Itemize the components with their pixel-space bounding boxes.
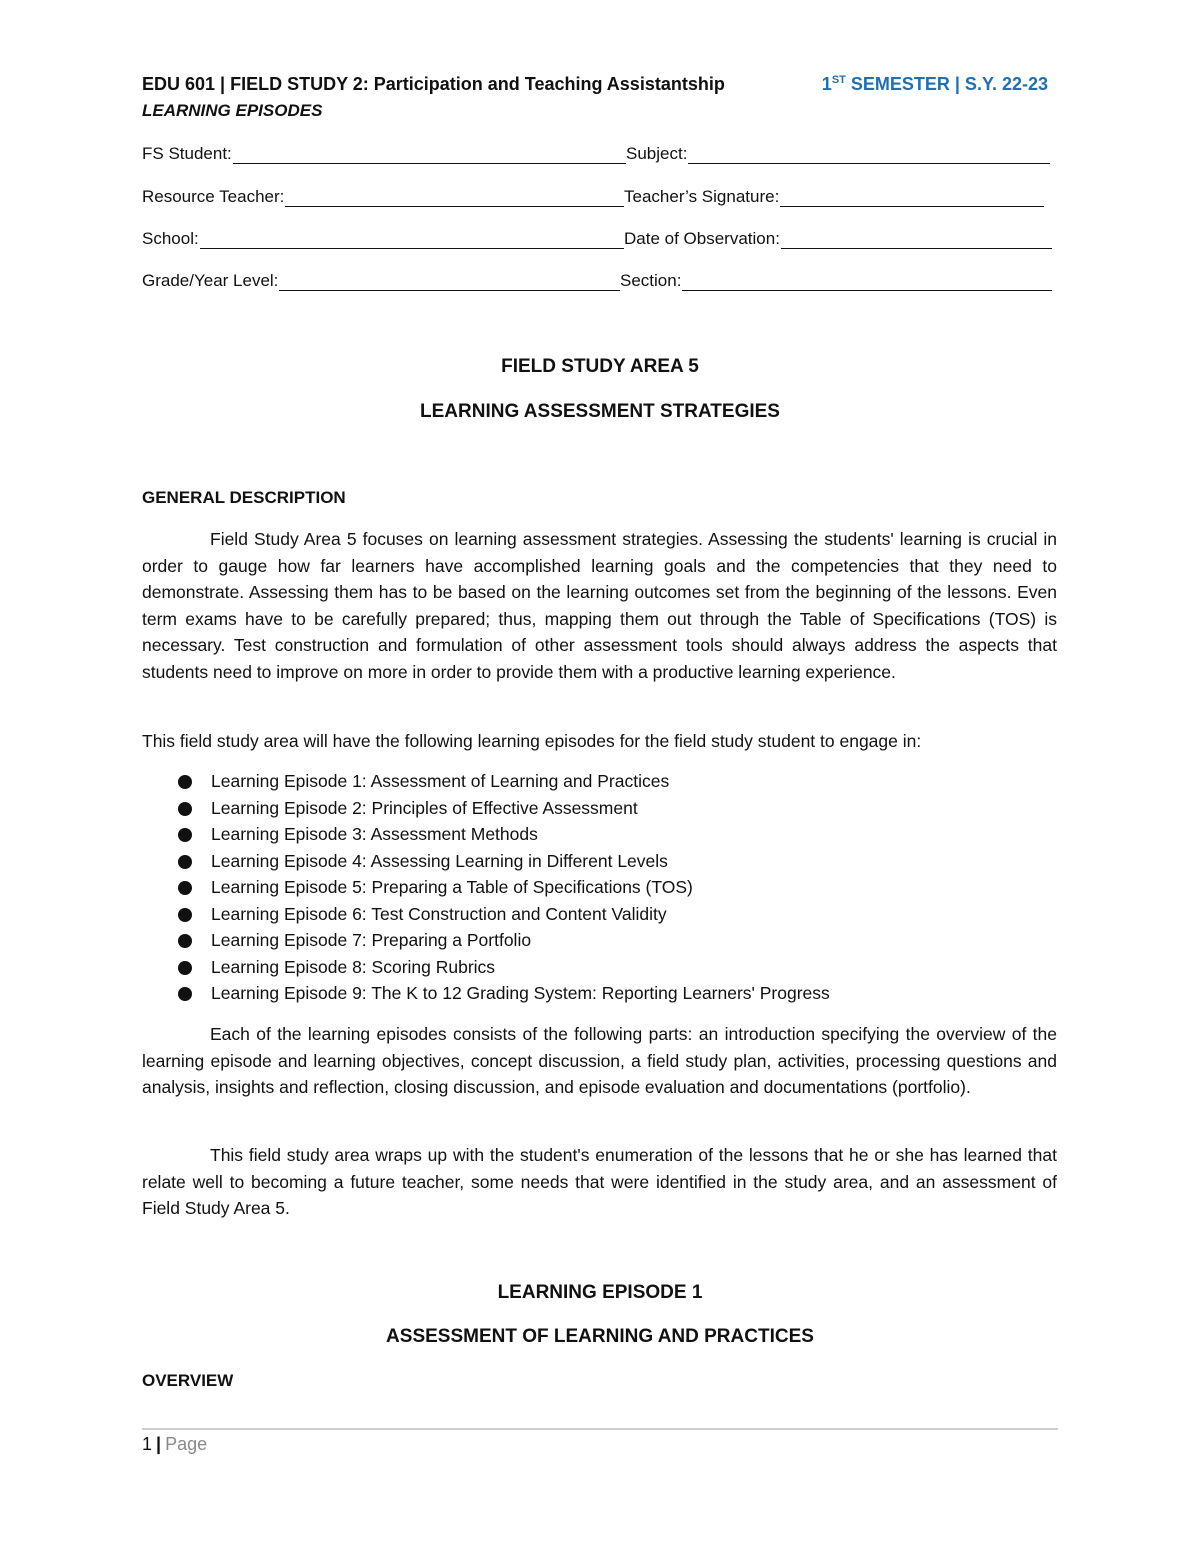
- bullet-icon: [178, 908, 192, 922]
- episode-subtitle: ASSESSMENT OF LEARNING AND PRACTICES: [386, 1326, 814, 1347]
- bullet-icon: [178, 828, 192, 842]
- form-row-2: [142, 187, 1052, 211]
- bullet-icon: [178, 855, 192, 869]
- list-item: Learning Episode 3: Assessment Methods: [142, 821, 1057, 848]
- footer-separator: |: [156, 1434, 162, 1454]
- subject-field[interactable]: Subject:: [626, 144, 1050, 164]
- bullet-icon: [178, 987, 192, 1001]
- course-title: EDU 601 | FIELD STUDY 2: Participation and Teaching Assistantship: [142, 74, 725, 94]
- list-item: Learning Episode 4: Assessing Learning in Different Levels: [142, 848, 1057, 875]
- fs-student-field[interactable]: FS Student:: [142, 144, 626, 164]
- teacher-signature-field[interactable]: Teacher’s Signature:: [624, 187, 1044, 207]
- date-of-observation-field[interactable]: Date of Observation:: [624, 229, 1052, 249]
- bullet-icon: [178, 934, 192, 948]
- page-footer: [142, 1434, 207, 1455]
- bullet-icon: [178, 961, 192, 975]
- form-row-3: [142, 229, 1052, 253]
- resource-teacher-field[interactable]: Resource Teacher:: [142, 187, 624, 207]
- grade-year-level-field[interactable]: Grade/Year Level:: [142, 271, 620, 291]
- area-title: FIELD STUDY AREA 5: [501, 356, 699, 377]
- page-number: 1: [142, 1434, 153, 1454]
- list-item: Learning Episode 8: Scoring Rubrics: [142, 954, 1057, 981]
- area-subtitle: LEARNING ASSESSMENT STRATEGIES: [420, 401, 780, 422]
- general-paragraph-4: This field study area wraps up with the student's enumeration of the lessons that he or she has learned that relate well to becoming a future teacher, some needs that were identified in the study area, and an assessment of Field Study Area 5.: [142, 1145, 1057, 1218]
- semester-label: 1ST SEMESTER | S.Y. 22-23: [821, 74, 1048, 94]
- episode-title: LEARNING EPISODE 1: [497, 1282, 703, 1303]
- list-item: Learning Episode 9: The K to 12 Grading System: Reporting Learners' Progress: [142, 980, 1057, 1007]
- bullet-icon: [178, 881, 192, 895]
- general-paragraph-2: This field study area will have the following learning episodes for the field study student to engage in:: [142, 731, 922, 751]
- list-item: Learning Episode 5: Preparing a Table of Specifications (TOS): [142, 874, 1057, 901]
- general-paragraph-3: Each of the learning episodes consists of the following parts: an introduction specifying the overview of the learning episode and learning objectives, concept discussion, a field study plan, activities, processing questions and analysis, insights and reflection, closing discussion, and episode evaluation and documentations (portfolio).: [142, 1024, 1057, 1097]
- list-item: Learning Episode 1: Assessment of Learning and Practices: [142, 768, 1057, 795]
- page-label: Page: [165, 1434, 208, 1454]
- form-row-1: [142, 144, 1052, 168]
- list-item: Learning Episode 6: Test Construction and Content Validity: [142, 901, 1057, 928]
- bullet-icon: [178, 775, 192, 789]
- bullet-icon: [178, 802, 192, 816]
- list-item: Learning Episode 7: Preparing a Portfolio: [142, 927, 1057, 954]
- form-row-4: [142, 271, 1052, 295]
- overview-heading: OVERVIEW: [142, 1371, 234, 1390]
- episode-list: [142, 768, 1057, 1007]
- list-item: Learning Episode 2: Principles of Effective Assessment: [142, 795, 1057, 822]
- header-subtitle: LEARNING EPISODES: [142, 101, 323, 120]
- section-field[interactable]: Section:: [620, 271, 1052, 291]
- general-description-heading: GENERAL DESCRIPTION: [142, 488, 346, 507]
- school-field[interactable]: School:: [142, 229, 624, 249]
- footer-divider: [142, 1428, 1058, 1430]
- general-paragraph-1: Field Study Area 5 focuses on learning assessment strategies. Assessing the students' learning is crucial in order to gauge how far learners have accomplished learning goals and the competencies that they need to demonstrate. Assessing them has to be based on the learning outcomes set from the beginning of the lessons. Even term exams have to be carefully prepared; thus, mapping them out through the Table of Specifications (TOS) is necessary. Test construction and formulation of other assessment tools should always address the aspects that students need to improve on more in order to provide them with a productive learning experience.: [142, 529, 1057, 682]
